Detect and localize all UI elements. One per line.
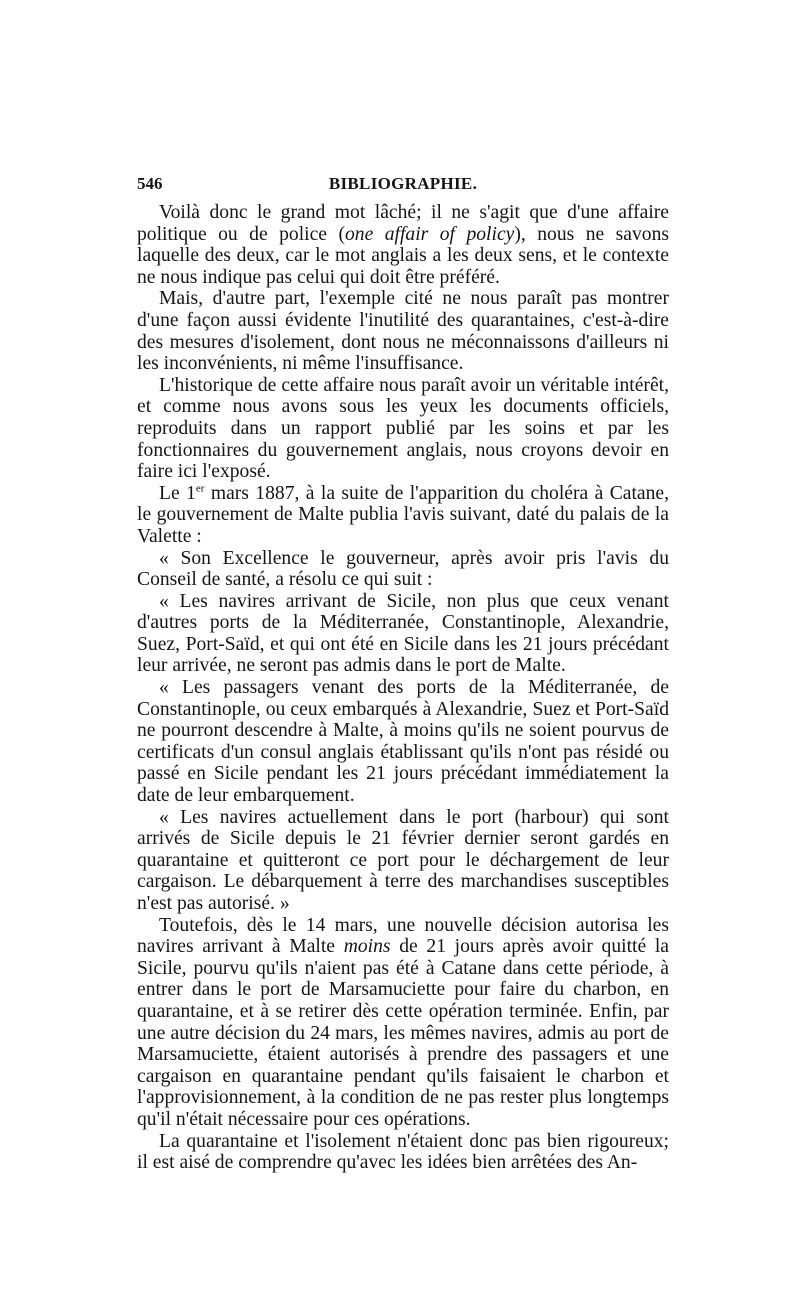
quoted-paragraph: « Les navires arrivant de Sicile, non plus que ceux venant d'autres ports de la Méditerranée, Constantinople, Alexandrie, Suez, Port-Saïd, et qui ont été en Sicile dans les 21 jours précédant leur arrivée, ne seront pas admis dans le port de Malte. [137,590,669,677]
paragraph: La quarantaine et l'isolement n'étaient donc pas bien rigoureux; il est aisé de comprendre qu'avec les idées bien arrêtées des An- [137,1130,669,1174]
book-page [137,170,669,1174]
page-number: 546 [137,174,163,193]
body-text [137,202,669,1174]
italic-phrase: one affair of policy [345,223,515,245]
paragraph: Le 1er mars 1887, à la suite de l'apparition du choléra à Catane, le gouvernement de Malte publia l'avis suivant, daté du palais de la Valette : [137,482,669,547]
page-header [137,170,669,196]
paragraph: Toutefois, dès le 14 mars, une nouvelle décision autorisa les navires arrivant à Malte moins de 21 jours après avoir quitté la Sicile, pourvu qu'ils n'aient pas été à Catane dans cette période, à entrer dans le port de Marsamuciette pour faire du charbon, en quarantaine, et à se retirer dès cette opération terminée. Enfin, par une autre décision du 24 mars, les mêmes navires, admis au port de Marsamuciette, étaient autorisés à prendre des passagers et une cargaison en quarantaine pendant qu'ils faisaient le charbon et l'approvisionnement, à la condition de ne pas rester plus longtemps qu'il n'était nécessaire pour ces opérations. [137,914,669,1130]
quoted-paragraph: « Son Excellence le gouverneur, après avoir pris l'avis du Conseil de santé, a résolu ce qui suit : [137,547,669,591]
superscript: er [195,482,205,495]
paragraph: Voilà donc le grand mot lâché; il ne s'agit que d'une affaire politique ou de police (one affair of policy), nous ne savons laquelle des deux, car le mot anglais a les deux sens, et le contexte ne nous indique pas celui qui doit être préféré. [137,202,669,288]
paragraph: L'historique de cette affaire nous paraît avoir un véritable intérêt, et comme nous avons sous les yeux les documents officiels, reproduits dans un rapport publié par les soins et par les fonctionnaires du gouvernement anglais, nous croyons devoir en faire ici l'exposé. [137,374,669,483]
quoted-paragraph: « Les navires actuellement dans le port (harbour) qui sont arrivés de Sicile depuis le 21 février dernier seront gardés en quarantaine et quitteront ce port pour le déchargement de leur cargaison. Le débarquement à terre des marchandises susceptibles n'est pas autorisé. » [137,806,669,914]
paragraph: Mais, d'autre part, l'exemple cité ne nous paraît pas montrer d'une façon aussi évidente l'inutilité des quarantaines, c'est-à-dire des mesures d'isolement, dont nous ne méconnaissons d'ailleurs ni les inconvénients, ni même l'insuffisance. [137,288,669,375]
running-title: BIBLIOGRAPHIE. [328,174,478,193]
quoted-paragraph: « Les passagers venant des ports de la Méditerranée, de Constantinople, ou ceux embarqués à Alexandrie, Suez et Port-Saïd ne pourront descendre à Malte, à moins qu'ils ne soient pourvus de certificats d'un consul anglais établissant qu'ils n'ont pas résidé ou passé en Sicile pendant les 21 jours précédant immédiatement la date de leur embarquement. [137,677,669,807]
italic-word: moins [343,936,391,958]
